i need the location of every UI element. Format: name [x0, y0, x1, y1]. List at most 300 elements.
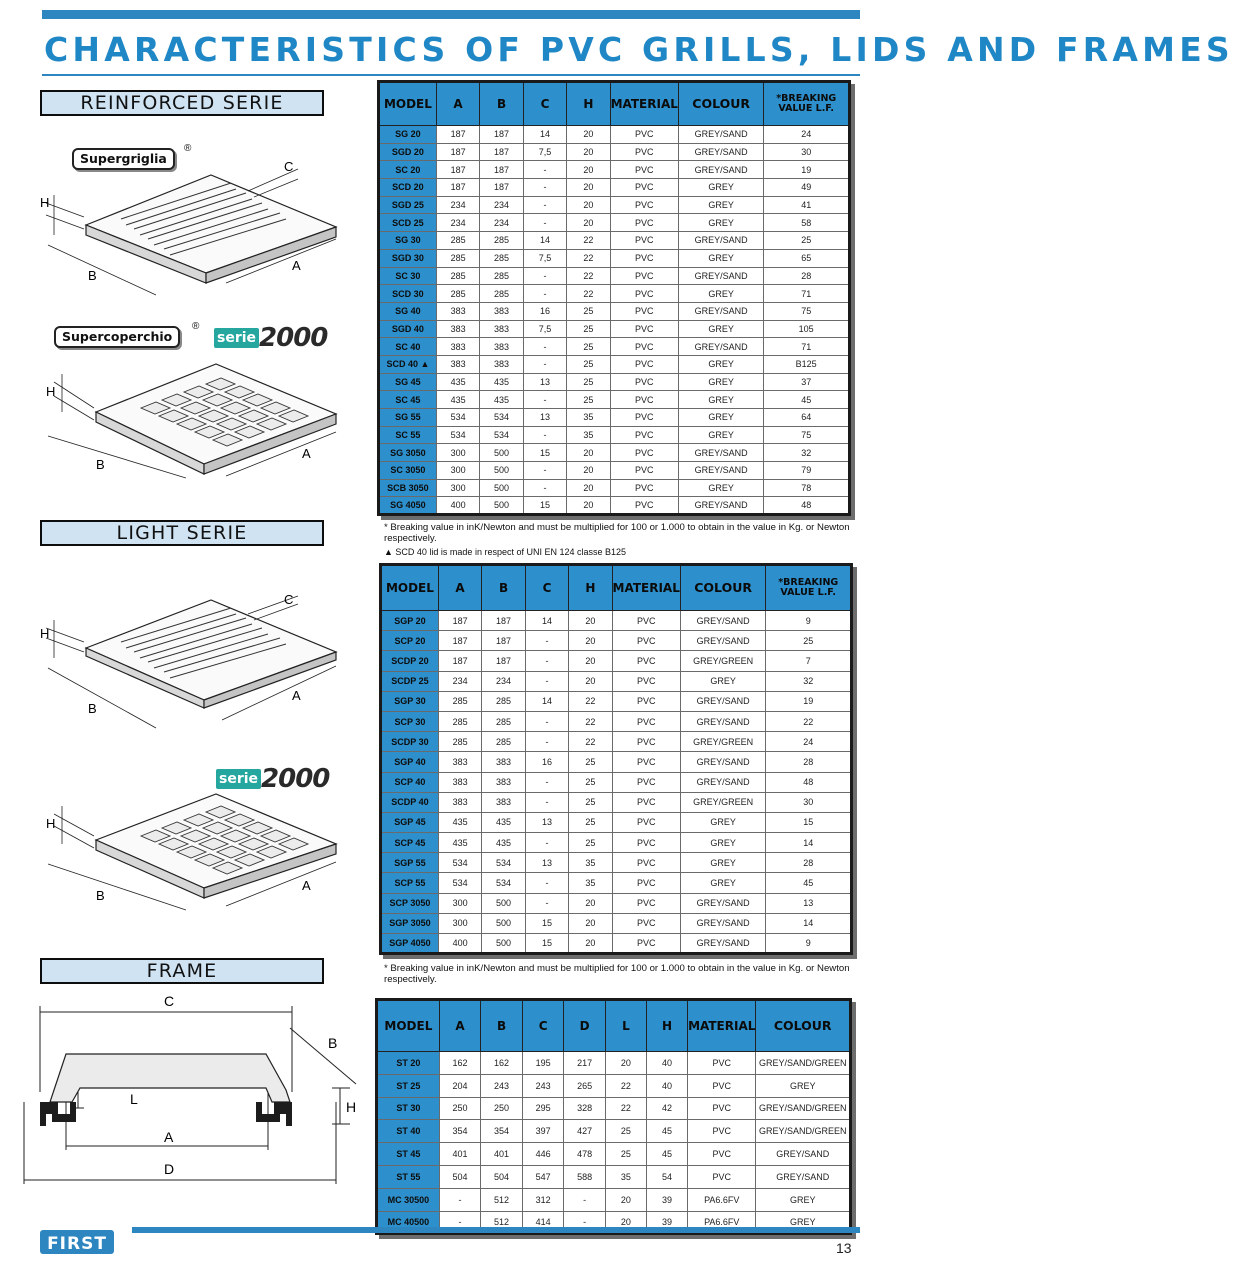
page-number: 13	[836, 1240, 852, 1256]
column-header: A	[438, 565, 481, 611]
data-cell: 285	[482, 691, 525, 711]
model-cell: SCD 40 ▲	[379, 355, 437, 373]
data-cell: 22	[567, 267, 610, 285]
data-cell: GREY	[678, 196, 763, 214]
data-cell: 547	[522, 1165, 564, 1188]
data-cell: B125	[764, 355, 850, 373]
data-cell: 512	[481, 1188, 523, 1211]
model-cell: SG 3050	[379, 444, 437, 462]
table-row	[381, 631, 852, 651]
data-cell: 534	[480, 426, 523, 444]
data-cell: 243	[481, 1074, 523, 1097]
table-row	[381, 691, 852, 711]
data-cell: 234	[436, 214, 479, 232]
data-cell: 534	[482, 853, 525, 873]
data-cell: 285	[480, 267, 523, 285]
data-cell: 20	[567, 179, 610, 197]
data-cell: 243	[522, 1074, 564, 1097]
data-cell: 25	[567, 338, 610, 356]
data-cell: -	[525, 792, 568, 812]
data-cell: -	[523, 426, 566, 444]
column-header: MODEL	[381, 565, 439, 611]
dim-b-label: B	[328, 1035, 338, 1051]
data-cell: GREY	[678, 409, 763, 427]
data-cell: 588	[564, 1165, 606, 1188]
data-cell: 20	[605, 1052, 646, 1075]
data-cell: PVC	[610, 143, 678, 161]
data-cell: 234	[438, 671, 481, 691]
data-cell: 383	[436, 338, 479, 356]
table-row	[379, 143, 850, 161]
data-cell: 22	[569, 732, 612, 752]
data-cell: 28	[766, 752, 852, 772]
data-cell: 32	[766, 671, 852, 691]
model-cell: SGD 20	[379, 143, 437, 161]
data-cell: 383	[438, 752, 481, 772]
serie-2000-logo	[214, 325, 327, 351]
data-cell: 25	[605, 1120, 646, 1143]
data-cell: 16	[525, 752, 568, 772]
data-cell: GREY/SAND	[680, 752, 766, 772]
dim-d-label: D	[164, 1161, 175, 1177]
data-cell: 500	[482, 934, 525, 954]
data-cell: PVC	[610, 214, 678, 232]
data-cell: GREY	[756, 1211, 851, 1234]
data-cell: PVC	[612, 893, 680, 913]
registered-mark: ®	[184, 143, 192, 154]
supercoperchio-drawing	[36, 352, 356, 482]
data-cell: GREY/SAND	[678, 338, 763, 356]
table-row	[381, 732, 852, 752]
table-header-row	[377, 1000, 851, 1052]
frame-body	[50, 1054, 290, 1102]
bottom-accent-bar	[132, 1227, 860, 1233]
table-row	[381, 752, 852, 772]
table-row	[379, 320, 850, 338]
data-cell: 105	[764, 320, 850, 338]
data-cell: 187	[480, 161, 523, 179]
data-cell: 40	[646, 1052, 687, 1075]
data-cell: 45	[766, 873, 852, 893]
data-cell: 187	[436, 179, 479, 197]
dim-a-label: A	[302, 446, 311, 461]
data-cell: 435	[436, 391, 479, 409]
column-header: H	[646, 1000, 687, 1052]
model-cell: SCD 20	[379, 179, 437, 197]
data-cell: GREY/SAND	[678, 267, 763, 285]
data-cell: 35	[567, 409, 610, 427]
data-cell: PA6.6FV	[688, 1211, 756, 1234]
model-cell: ST 40	[377, 1120, 440, 1143]
data-cell: 20	[567, 462, 610, 480]
data-cell: 65	[764, 249, 850, 267]
data-cell: 187	[436, 143, 479, 161]
table-header-row	[381, 565, 852, 611]
column-header: C	[525, 565, 568, 611]
data-cell: 500	[480, 497, 523, 515]
column-header: *BREAKING VALUE L.F.	[764, 82, 850, 126]
data-cell: PVC	[610, 479, 678, 497]
model-cell: SCDP 30	[381, 732, 439, 752]
data-cell: 15	[525, 934, 568, 954]
model-cell: ST 20	[377, 1052, 440, 1075]
data-cell: 435	[436, 373, 479, 391]
supergriglia-brand: Supergriglia	[72, 148, 175, 170]
data-cell: GREY/SAND	[678, 444, 763, 462]
data-cell: 285	[436, 267, 479, 285]
data-cell: PVC	[612, 812, 680, 832]
data-cell: 187	[436, 161, 479, 179]
breaking-value-note: * Breaking value in inK/Newton and must be multiplied for 100 or 1.000 to obtain in the value in Kg. or Newton respectively.	[384, 963, 850, 985]
registered-mark: ®	[192, 321, 200, 332]
data-cell: 22	[605, 1097, 646, 1120]
data-cell: 250	[481, 1097, 523, 1120]
data-cell: PVC	[610, 391, 678, 409]
data-cell: 478	[564, 1143, 606, 1166]
model-cell: SGP 3050	[381, 913, 439, 933]
data-cell: -	[523, 214, 566, 232]
model-cell: SCD 25	[379, 214, 437, 232]
model-cell: SCP 20	[381, 631, 439, 651]
data-cell: 187	[480, 126, 523, 144]
data-cell: 20	[569, 893, 612, 913]
data-cell: GREY/SAND	[680, 611, 766, 631]
data-cell: 25	[569, 772, 612, 792]
data-cell: -	[523, 355, 566, 373]
data-cell: GREY/SAND	[680, 772, 766, 792]
model-cell: SGP 4050	[381, 934, 439, 954]
supercoperchio-brand: Supercoperchio	[54, 326, 180, 348]
data-cell: PVC	[612, 711, 680, 731]
data-cell: 285	[480, 249, 523, 267]
table-row	[377, 1097, 851, 1120]
data-cell: 14	[525, 691, 568, 711]
data-cell: 234	[436, 196, 479, 214]
data-cell: 187	[438, 611, 481, 631]
column-header: A	[439, 1000, 481, 1052]
data-cell: 30	[764, 143, 850, 161]
data-cell: GREY	[678, 320, 763, 338]
data-cell: PVC	[610, 161, 678, 179]
data-cell: GREY/SAND	[678, 161, 763, 179]
data-cell: -	[525, 631, 568, 651]
dim-a-label: A	[292, 688, 301, 703]
data-cell: 414	[522, 1211, 564, 1234]
data-cell: 285	[482, 732, 525, 752]
table-row	[379, 285, 850, 303]
data-cell: PVC	[610, 179, 678, 197]
data-cell: 22	[569, 711, 612, 731]
data-cell: 75	[764, 426, 850, 444]
table-row	[379, 267, 850, 285]
data-cell: 22	[567, 285, 610, 303]
data-cell: PVC	[612, 631, 680, 651]
data-cell: PVC	[612, 752, 680, 772]
table-row	[381, 873, 852, 893]
model-cell: SGP 55	[381, 853, 439, 873]
data-cell: 78	[764, 479, 850, 497]
data-cell: 75	[764, 302, 850, 320]
data-cell: 35	[569, 853, 612, 873]
data-cell: GREY/SAND	[680, 913, 766, 933]
model-cell: SCP 3050	[381, 893, 439, 913]
data-cell: PVC	[610, 126, 678, 144]
data-cell: 42	[646, 1097, 687, 1120]
data-cell: GREY/SAND	[678, 232, 763, 250]
data-cell: 354	[481, 1120, 523, 1143]
data-cell: 20	[605, 1211, 646, 1234]
scd40-norm-note: ▲ SCD 40 lid is made in respect of UNI EN 124 classe B125	[384, 547, 627, 557]
model-cell: SCDP 20	[381, 651, 439, 671]
dim-c-label: C	[284, 592, 294, 607]
table-row	[379, 338, 850, 356]
table-header-row	[379, 82, 850, 126]
column-header: H	[567, 82, 610, 126]
data-cell: 25	[569, 792, 612, 812]
frame-label: FRAME	[40, 958, 324, 984]
data-cell: 446	[522, 1143, 564, 1166]
data-cell: -	[439, 1188, 481, 1211]
data-cell: 285	[438, 711, 481, 731]
data-cell: 285	[438, 732, 481, 752]
column-header: COLOUR	[756, 1000, 851, 1052]
data-cell: PVC	[688, 1143, 756, 1166]
model-cell: SG 45	[379, 373, 437, 391]
table-row	[381, 711, 852, 731]
table-row	[379, 232, 850, 250]
data-cell: 187	[480, 143, 523, 161]
dim-c-label: C	[284, 159, 294, 174]
top-accent-bar	[42, 10, 860, 19]
data-cell: 285	[436, 285, 479, 303]
light-serie-table	[379, 563, 853, 955]
data-cell: 187	[480, 179, 523, 197]
data-cell: GREY/GREEN	[680, 792, 766, 812]
supergriglia-drawing	[36, 155, 356, 305]
dim-l-label: L	[130, 1091, 138, 1107]
table-row	[379, 373, 850, 391]
dim-a-label: A	[302, 878, 311, 893]
data-cell: GREY	[678, 179, 763, 197]
data-cell: 300	[438, 893, 481, 913]
data-cell: PVC	[610, 409, 678, 427]
dim-c-label: C	[164, 993, 175, 1009]
data-cell: -	[525, 772, 568, 792]
data-cell: -	[525, 833, 568, 853]
data-cell: GREY	[680, 873, 766, 893]
model-cell: SCP 30	[381, 711, 439, 731]
data-cell: PVC	[612, 853, 680, 873]
model-cell: MC 30500	[377, 1188, 440, 1211]
data-cell: 534	[436, 409, 479, 427]
data-cell: 383	[480, 320, 523, 338]
data-cell: -	[525, 711, 568, 731]
data-cell: 187	[438, 651, 481, 671]
data-cell: 20	[569, 934, 612, 954]
dim-b-label: B	[96, 457, 105, 472]
data-cell: PVC	[688, 1052, 756, 1075]
column-header: B	[480, 82, 523, 126]
data-cell: 14	[523, 126, 566, 144]
data-cell: -	[523, 338, 566, 356]
data-cell: 14	[525, 611, 568, 631]
data-cell: 71	[764, 338, 850, 356]
data-cell: 265	[564, 1074, 606, 1097]
model-cell: SC 3050	[379, 462, 437, 480]
model-cell: SG 4050	[379, 497, 437, 515]
data-cell: 512	[481, 1211, 523, 1234]
data-cell: GREY	[680, 833, 766, 853]
data-cell: 534	[482, 873, 525, 893]
data-cell: -	[523, 479, 566, 497]
data-cell: -	[525, 873, 568, 893]
data-cell: GREY/SAND	[680, 691, 766, 711]
model-cell: SG 55	[379, 409, 437, 427]
data-cell: 300	[436, 479, 479, 497]
data-cell: GREY/SAND	[756, 1143, 851, 1166]
data-cell: 354	[439, 1120, 481, 1143]
data-cell: 383	[482, 772, 525, 792]
column-header: COLOUR	[680, 565, 766, 611]
model-cell: SGP 45	[381, 812, 439, 832]
table-row	[377, 1188, 851, 1211]
column-header: B	[481, 1000, 523, 1052]
data-cell: 28	[766, 853, 852, 873]
light-grill-drawing	[36, 590, 356, 740]
serie-logo-number: 2000	[259, 323, 328, 353]
data-cell: 20	[567, 143, 610, 161]
data-cell: 187	[438, 631, 481, 651]
data-cell: 504	[481, 1165, 523, 1188]
data-cell: -	[525, 893, 568, 913]
data-cell: 534	[438, 853, 481, 873]
model-cell: SG 40	[379, 302, 437, 320]
data-cell: 401	[439, 1143, 481, 1166]
data-cell: GREY/SAND	[756, 1165, 851, 1188]
dim-b-label: B	[96, 888, 105, 903]
data-cell: PVC	[612, 732, 680, 752]
data-cell: GREY/GREEN	[680, 732, 766, 752]
data-cell: 285	[480, 232, 523, 250]
data-cell: -	[564, 1211, 606, 1234]
data-cell: 187	[482, 631, 525, 651]
data-cell: GREY/SAND	[680, 893, 766, 913]
data-cell: PVC	[612, 792, 680, 812]
data-cell: 20	[567, 161, 610, 179]
data-cell: 54	[646, 1165, 687, 1188]
column-header: B	[482, 565, 525, 611]
table-row	[381, 611, 852, 631]
data-cell: GREY/GREEN	[680, 651, 766, 671]
data-cell: 534	[438, 873, 481, 893]
data-cell: 435	[480, 373, 523, 391]
data-cell: 14	[766, 913, 852, 933]
column-header: *BREAKING VALUE L.F.	[766, 565, 852, 611]
dim-a-label: A	[164, 1129, 174, 1145]
reinforced-serie-label: REINFORCED SERIE	[40, 90, 324, 116]
data-cell: 19	[764, 161, 850, 179]
data-cell: 234	[480, 214, 523, 232]
data-cell: 20	[569, 631, 612, 651]
data-cell: 500	[482, 913, 525, 933]
data-cell: 49	[764, 179, 850, 197]
column-header: MATERIAL	[612, 565, 680, 611]
data-cell: 500	[480, 479, 523, 497]
table-row	[379, 179, 850, 197]
data-cell: GREY/SAND	[678, 302, 763, 320]
dim-a-label: A	[292, 258, 301, 273]
table-row	[379, 302, 850, 320]
data-cell: GREY	[678, 214, 763, 232]
data-cell: PVC	[612, 873, 680, 893]
data-cell: 534	[436, 426, 479, 444]
column-header: COLOUR	[678, 82, 763, 126]
data-cell: 295	[522, 1097, 564, 1120]
data-cell: PVC	[688, 1097, 756, 1120]
data-cell: 13	[525, 812, 568, 832]
data-cell: PVC	[610, 355, 678, 373]
data-cell: GREY	[680, 671, 766, 691]
data-cell: 13	[523, 409, 566, 427]
data-cell: PVC	[610, 320, 678, 338]
data-cell: GREY/SAND	[678, 143, 763, 161]
data-cell: 500	[480, 444, 523, 462]
model-cell: SC 55	[379, 426, 437, 444]
dim-h-label: H	[346, 1099, 357, 1115]
data-cell: 383	[436, 302, 479, 320]
data-cell: 20	[567, 196, 610, 214]
model-cell: ST 45	[377, 1143, 440, 1166]
data-cell: 25	[605, 1143, 646, 1166]
data-cell: 383	[482, 752, 525, 772]
data-cell: 20	[605, 1188, 646, 1211]
data-cell: 383	[480, 338, 523, 356]
data-cell: 25	[567, 391, 610, 409]
data-cell: -	[523, 196, 566, 214]
data-cell: 22	[567, 232, 610, 250]
table-row	[379, 355, 850, 373]
data-cell: 45	[764, 391, 850, 409]
model-cell: SCD 30	[379, 285, 437, 303]
data-cell: PVC	[610, 426, 678, 444]
data-cell: 14	[766, 833, 852, 853]
model-cell: MC 40500	[377, 1211, 440, 1234]
data-cell: 9	[766, 611, 852, 631]
data-cell: 400	[438, 934, 481, 954]
table-row	[377, 1143, 851, 1166]
data-cell: 400	[436, 497, 479, 515]
data-cell: 383	[436, 355, 479, 373]
data-cell: 39	[646, 1188, 687, 1211]
frame-table	[375, 998, 852, 1235]
data-cell: 285	[436, 232, 479, 250]
data-cell: -	[523, 285, 566, 303]
data-cell: 500	[480, 462, 523, 480]
data-cell: GREY	[678, 391, 763, 409]
column-header: MODEL	[377, 1000, 440, 1052]
column-header: MATERIAL	[688, 1000, 756, 1052]
data-cell: GREY	[756, 1188, 851, 1211]
table-row	[381, 853, 852, 873]
data-cell: 9	[766, 934, 852, 954]
data-cell: 79	[764, 462, 850, 480]
data-cell: 504	[439, 1165, 481, 1188]
data-cell: 16	[523, 302, 566, 320]
data-cell: 71	[764, 285, 850, 303]
data-cell: 7,5	[523, 143, 566, 161]
data-cell: -	[523, 267, 566, 285]
data-cell: 28	[764, 267, 850, 285]
